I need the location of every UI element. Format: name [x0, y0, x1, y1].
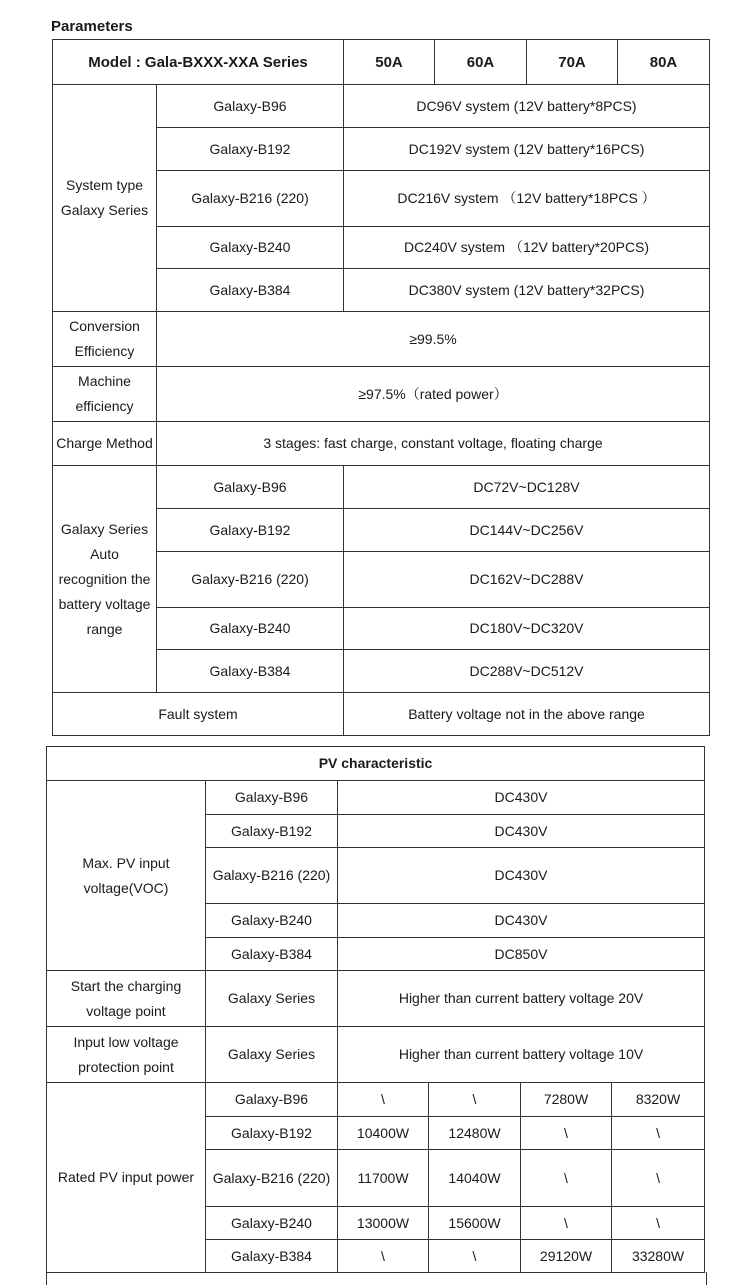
fault-label: Fault system	[53, 693, 344, 736]
model-label: Model : Gala-BXXX-XXA Series	[53, 40, 344, 85]
parameters-table	[52, 39, 710, 736]
system-model: Galaxy-B384	[157, 269, 344, 312]
table-row	[47, 971, 705, 1027]
range-value: DC162V~DC288V	[344, 552, 710, 608]
rated-label: Rated PV input power	[47, 1083, 206, 1273]
range-label	[53, 466, 157, 693]
rated-model: Galaxy-B216 (220)	[206, 1150, 338, 1207]
voc-model: Galaxy-B384	[206, 938, 338, 971]
pv-characteristic-table	[46, 746, 705, 1273]
start-value: Higher than current battery voltage 20V	[338, 971, 705, 1027]
system-type-text: System type Galaxy Series	[60, 177, 149, 218]
rated-model: Galaxy-B192	[206, 1117, 338, 1150]
table-continuation-edge	[46, 1272, 707, 1285]
voc-model: Galaxy-B96	[206, 781, 338, 815]
range-model: Galaxy-B384	[157, 650, 344, 693]
voc-value: DC430V	[338, 848, 705, 904]
rated-value: \	[612, 1117, 705, 1150]
low-model: Galaxy Series	[206, 1027, 338, 1083]
table-row	[47, 1083, 705, 1117]
voc-value: DC430V	[338, 904, 705, 938]
range-value: DC288V~DC512V	[344, 650, 710, 693]
voc-model: Galaxy-B240	[206, 904, 338, 938]
rated-value: \	[429, 1240, 521, 1273]
rated-value: \	[429, 1083, 521, 1117]
rated-value: \	[338, 1240, 429, 1273]
machine-value: ≥97.5%（rated power）	[157, 367, 710, 422]
charge-value: 3 stages: fast charge, constant voltage, floating charge	[157, 422, 710, 466]
table-row	[53, 466, 710, 509]
table-row	[47, 781, 705, 815]
range-text: Galaxy Series Auto recognition the battery voltage range	[58, 520, 151, 637]
conversion-label	[53, 312, 157, 367]
low-label	[47, 1027, 206, 1083]
rated-model: Galaxy-B240	[206, 1207, 338, 1240]
voc-value: DC430V	[338, 781, 705, 815]
range-value: DC72V~DC128V	[344, 466, 710, 509]
start-label	[47, 971, 206, 1027]
system-type-label	[53, 85, 157, 312]
current-50a: 50A	[344, 40, 435, 85]
rated-value: 13000W	[338, 1207, 429, 1240]
rated-value: \	[521, 1207, 612, 1240]
rated-model: Galaxy-B384	[206, 1240, 338, 1273]
rated-value: 7280W	[521, 1083, 612, 1117]
range-model: Galaxy-B240	[157, 608, 344, 650]
system-value: DC192V system (12V battery*16PCS)	[344, 128, 710, 171]
system-model: Galaxy-B216 (220)	[157, 171, 344, 227]
rated-value: 11700W	[338, 1150, 429, 1207]
voc-value: DC850V	[338, 938, 705, 971]
rated-value: 15600W	[429, 1207, 521, 1240]
table-row	[53, 312, 710, 367]
voc-model: Galaxy-B216 (220)	[206, 848, 338, 904]
table-row	[53, 367, 710, 422]
conversion-text: Conversion Efficiency	[69, 318, 140, 359]
rated-value: 14040W	[429, 1150, 521, 1207]
rated-value: 8320W	[612, 1083, 705, 1117]
machine-label	[53, 367, 157, 422]
system-value: DC216V system （12V battery*18PCS ）	[344, 171, 710, 227]
voc-model: Galaxy-B192	[206, 815, 338, 848]
system-value: DC96V system (12V battery*8PCS)	[344, 85, 710, 128]
low-value: Higher than current battery voltage 10V	[338, 1027, 705, 1083]
rated-value: \	[338, 1083, 429, 1117]
rated-value: 33280W	[612, 1240, 705, 1273]
system-value: DC380V system (12V battery*32PCS)	[344, 269, 710, 312]
current-80a: 80A	[618, 40, 710, 85]
range-model: Galaxy-B96	[157, 466, 344, 509]
rated-value: \	[521, 1117, 612, 1150]
rated-value: \	[612, 1207, 705, 1240]
rated-value: \	[612, 1150, 705, 1207]
voc-label	[47, 781, 206, 971]
table-row	[53, 693, 710, 736]
system-model: Galaxy-B192	[157, 128, 344, 171]
machine-text: Machine efficiency	[75, 373, 134, 414]
fault-value: Battery voltage not in the above range	[344, 693, 710, 736]
rated-value: 29120W	[521, 1240, 612, 1273]
pv-title: PV characteristic	[47, 747, 705, 781]
rated-model: Galaxy-B96	[206, 1083, 338, 1117]
system-value: DC240V system （12V battery*20PCS)	[344, 227, 710, 269]
conversion-value: ≥99.5%	[157, 312, 710, 367]
rated-value: \	[521, 1150, 612, 1207]
rated-value: 10400W	[338, 1117, 429, 1150]
range-value: DC180V~DC320V	[344, 608, 710, 650]
current-70a: 70A	[527, 40, 618, 85]
title-row	[47, 747, 705, 781]
voc-value: DC430V	[338, 815, 705, 848]
system-model: Galaxy-B240	[157, 227, 344, 269]
start-model: Galaxy Series	[206, 971, 338, 1027]
table-row	[53, 85, 710, 128]
table-row	[53, 422, 710, 466]
page-title: Parameters	[51, 18, 133, 35]
header-row	[53, 40, 710, 85]
table-row	[47, 1027, 705, 1083]
rated-value: 12480W	[429, 1117, 521, 1150]
current-60a: 60A	[435, 40, 527, 85]
voc-text: Max. PV input voltage(VOC)	[82, 854, 170, 896]
range-model: Galaxy-B192	[157, 509, 344, 552]
charge-label: Charge Method	[53, 422, 157, 466]
system-model: Galaxy-B96	[157, 85, 344, 128]
range-value: DC144V~DC256V	[344, 509, 710, 552]
low-text: Input low voltage protection point	[73, 1033, 179, 1075]
range-model: Galaxy-B216 (220)	[157, 552, 344, 608]
start-text: Start the charging voltage point	[70, 977, 182, 1019]
